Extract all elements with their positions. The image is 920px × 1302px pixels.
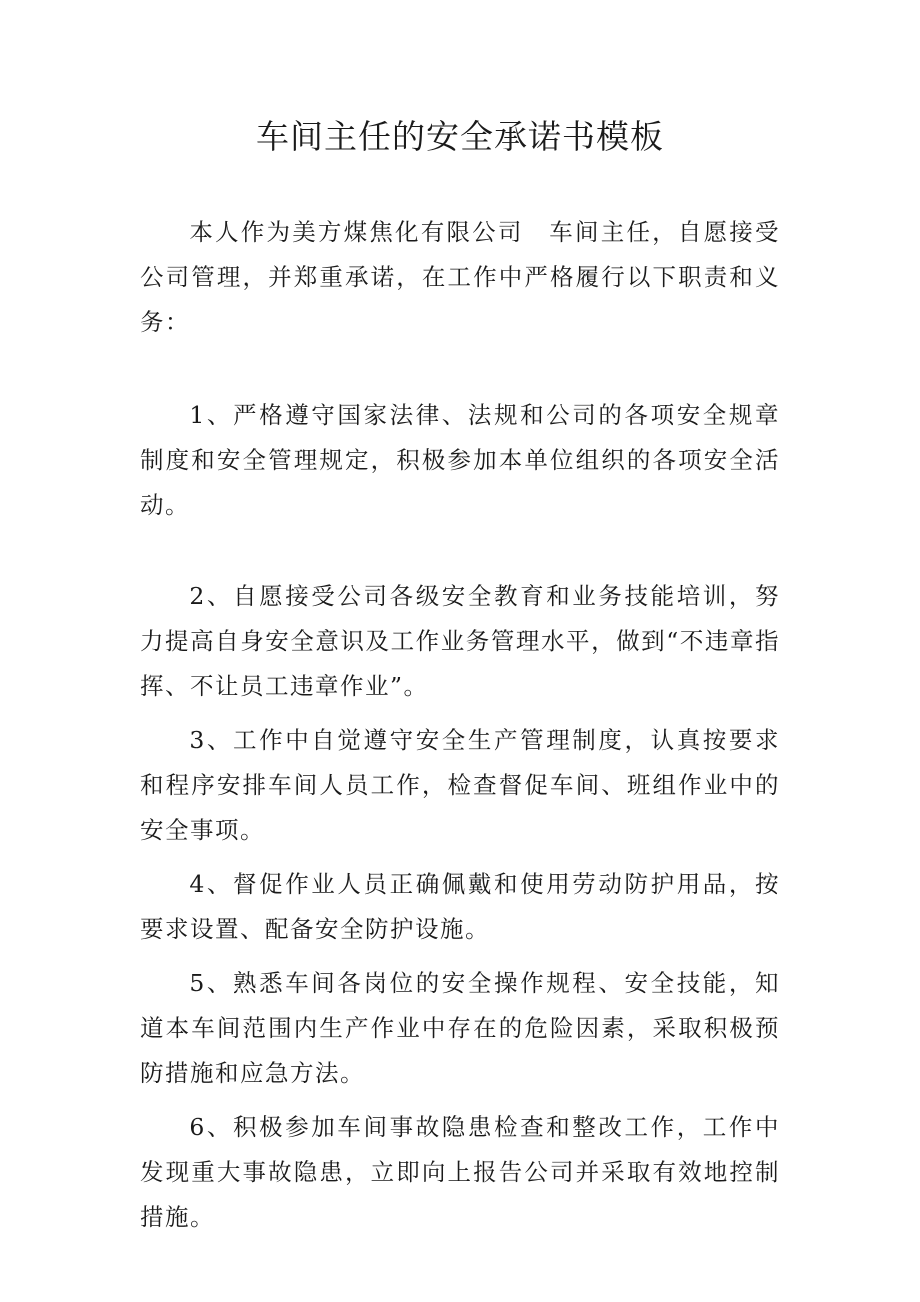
document-body [140,210,780,1240]
commitment-item-2: 2、自愿接受公司各级安全教育和业务技能培训，努力提高自身安全意识及工作业务管理水平，做到“不违章指挥、不让员工违章作业”。 [140,582,780,700]
commitment-item-4: 4、督促作业人员正确佩戴和使用劳动防护用品，按要求设置、配备安全防护设施。 [140,870,780,943]
commitment-item-3: 3、工作中自觉遵守安全生产管理制度，认真按要求和程序安排车间人员工作，检查督促车间、班组作业中的安全事项。 [140,726,780,844]
intro-paragraph: 本人作为美方煤焦化有限公司 车间主任，自愿接受公司管理，并郑重承诺，在工作中严格履行以下职责和义务： [140,218,780,336]
commitment-item-1: 1、严格遵守国家法律、法规和公司的各项安全规章制度和安全管理规定，积极参加本单位组织的各项安全活动。 [140,401,780,519]
commitment-item-6: 6、积极参加车间事故隐患检查和整改工作，工作中发现重大事故隐患，立即向上报告公司并采取有效地控制措施。 [140,1113,780,1231]
document-title: 车间主任的安全承诺书模板 [256,117,664,156]
commitment-item-5: 5、熟悉车间各岗位的安全操作规程、安全技能，知道本车间范围内生产作业中存在的危险因素，采取积极预防措施和应急方法。 [140,969,780,1087]
